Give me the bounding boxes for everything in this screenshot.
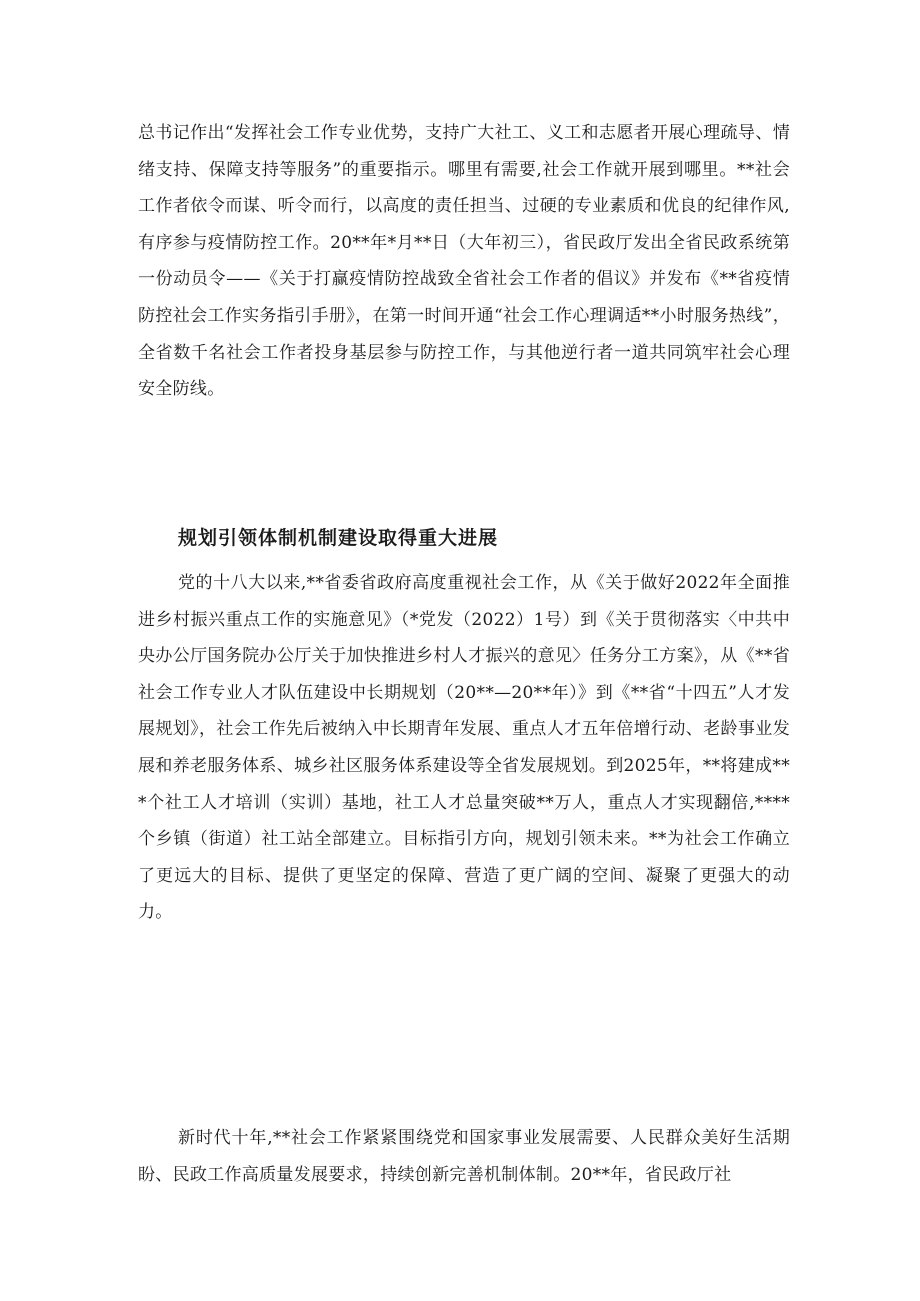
body-paragraph-1: 总书记作出“发挥社会工作专业优势，支持广大社工、义工和志愿者开展心理疏导、情绪支持、保障支持等服务”的重要指示。哪里有需要,社会工作就开展到哪里。**社会工作者依令而谋、听令而行，以高度的责任担当、过硬的专业素质和优良的纪律作风,有序参与疫情防控工作。20**年*月**日（大年初三），省民政厅发出全省民政系统第一份动员令——《关于打赢疫情防控战致全省社会工作者的倡议》并发布《**省疫情防控社会工作实务指引手册》，在第一时间开通“社会工作心理调适**小时服务热线”，全省数千名社会工作者投身基层参与防控工作，与其他逆行者一道共同筑牢社会心理安全防线。	[138, 123, 790, 400]
section-heading: 规划引领体制机制建设取得重大进展	[178, 527, 499, 549]
body-paragraph-3: 新时代十年,**社会工作紧紧围绕党和国家事业发展需要、人民群众美好生活期盼、民政工作高质量发展要求，持续创新完善机制体制。20**年，省民政厅社	[138, 1128, 790, 1185]
body-paragraph-2: 党的十八大以来,**省委省政府高度重视社会工作，从《关于做好2022年全面推进乡村振兴重点工作的实施意见》（*党发（2022）1号）到《关于贯彻落实〈中共中央办公厅国务院办公厅关于加快推进乡村人才振兴的意见〉任务分工方案》，从《**省社会工作专业人才队伍建设中长期规划（20**—20**年）》到《**省“十四五”人才发展规划》，社会工作先后被纳入中长期青年发展、重点人才五年倍增行动、老龄事业发展和养老服务体系、城乡社区服务体系建设等全省发展规划。到2025年，**将建成***个社工人才培训（实训）基地，社工人才总量突破**万人，重点人才实现翻倍,****个乡镇（街道）社工站全部建立。目标指引方向，规划引领未来。**为社会工作确立了更远大的目标、提供了更坚定的保障、营造了更广阔的空间、凝聚了更强大的动力。	[138, 573, 790, 923]
